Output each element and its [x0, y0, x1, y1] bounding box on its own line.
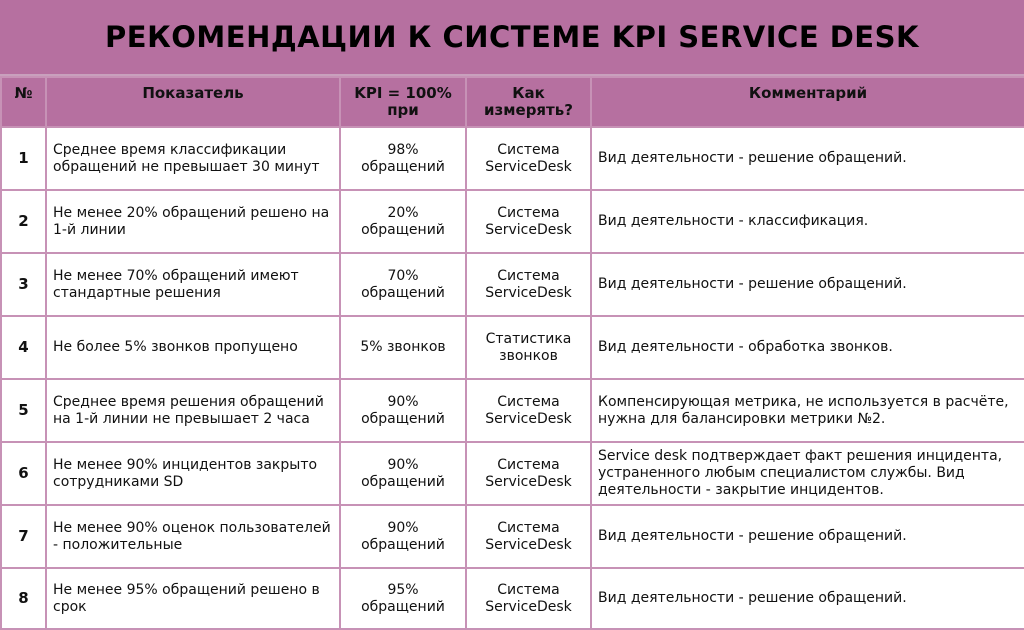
row-kpi: 70% обращений [340, 253, 466, 316]
row-kpi: 90% обращений [340, 505, 466, 568]
row-indicator: Не менее 20% обращений решено на 1-й линии [46, 190, 340, 253]
header-kpi: KPI = 100% при [340, 77, 466, 127]
row-how: Система ServiceDesk [466, 568, 591, 629]
row-indicator: Среднее время классификации обращений не превышает 30 минут [46, 127, 340, 190]
row-comment: Компенсирующая метрика, не используется в расчёте, нужна для балансировки метрики №2. [591, 379, 1024, 442]
table-row [1, 505, 1024, 568]
header-how: Как измерять? [466, 77, 591, 127]
row-kpi: 98% обращений [340, 127, 466, 190]
row-comment: Вид деятельности - решение обращений. [591, 568, 1024, 629]
row-kpi: 90% обращений [340, 379, 466, 442]
row-number: 8 [1, 568, 46, 629]
table-row [1, 127, 1024, 190]
row-indicator: Не менее 70% обращений имеют стандартные решения [46, 253, 340, 316]
table-row [1, 253, 1024, 316]
header-comment: Комментарий [591, 77, 1024, 127]
row-how: Система ServiceDesk [466, 379, 591, 442]
row-number: 4 [1, 316, 46, 379]
page-title: РЕКОМЕНДАЦИИ К СИСТЕМЕ KPI SERVICE DESK [105, 20, 919, 54]
row-comment: Вид деятельности - решение обращений. [591, 127, 1024, 190]
row-number: 1 [1, 127, 46, 190]
table-row [1, 568, 1024, 629]
title-bar [0, 0, 1024, 76]
kpi-table [0, 76, 1024, 630]
header-num: № [1, 77, 46, 127]
row-number: 7 [1, 505, 46, 568]
row-indicator: Не менее 90% инцидентов закрыто сотрудниками SD [46, 442, 340, 505]
table-row [1, 190, 1024, 253]
table-row [1, 316, 1024, 379]
row-how: Система ServiceDesk [466, 253, 591, 316]
row-kpi: 20% обращений [340, 190, 466, 253]
row-comment: Вид деятельности - решение обращений. [591, 505, 1024, 568]
table-row [1, 442, 1024, 505]
row-number: 3 [1, 253, 46, 316]
row-how: Система ServiceDesk [466, 127, 591, 190]
row-how: Система ServiceDesk [466, 190, 591, 253]
header-indicator: Показатель [46, 77, 340, 127]
row-indicator: Не менее 95% обращений решено в срок [46, 568, 340, 629]
row-comment: Вид деятельности - классификация. [591, 190, 1024, 253]
row-kpi: 95% обращений [340, 568, 466, 629]
row-how: Система ServiceDesk [466, 442, 591, 505]
row-comment: Service desk подтверждает факт решения инцидента, устраненного любым специалистом службы. Вид деятельности - закрытие инцидентов. [591, 442, 1024, 505]
row-kpi: 90% обращений [340, 442, 466, 505]
table-row [1, 379, 1024, 442]
row-number: 6 [1, 442, 46, 505]
row-indicator: Среднее время решения обращений на 1-й линии не превышает 2 часа [46, 379, 340, 442]
header-row [1, 77, 1024, 127]
row-indicator: Не более 5% звонков пропущено [46, 316, 340, 379]
row-comment: Вид деятельности - обработка звонков. [591, 316, 1024, 379]
row-indicator: Не менее 90% оценок пользователей - положительные [46, 505, 340, 568]
row-number: 2 [1, 190, 46, 253]
row-how: Система ServiceDesk [466, 505, 591, 568]
row-number: 5 [1, 379, 46, 442]
row-how: Статистика звонков [466, 316, 591, 379]
row-comment: Вид деятельности - решение обращений. [591, 253, 1024, 316]
row-kpi: 5% звонков [340, 316, 466, 379]
